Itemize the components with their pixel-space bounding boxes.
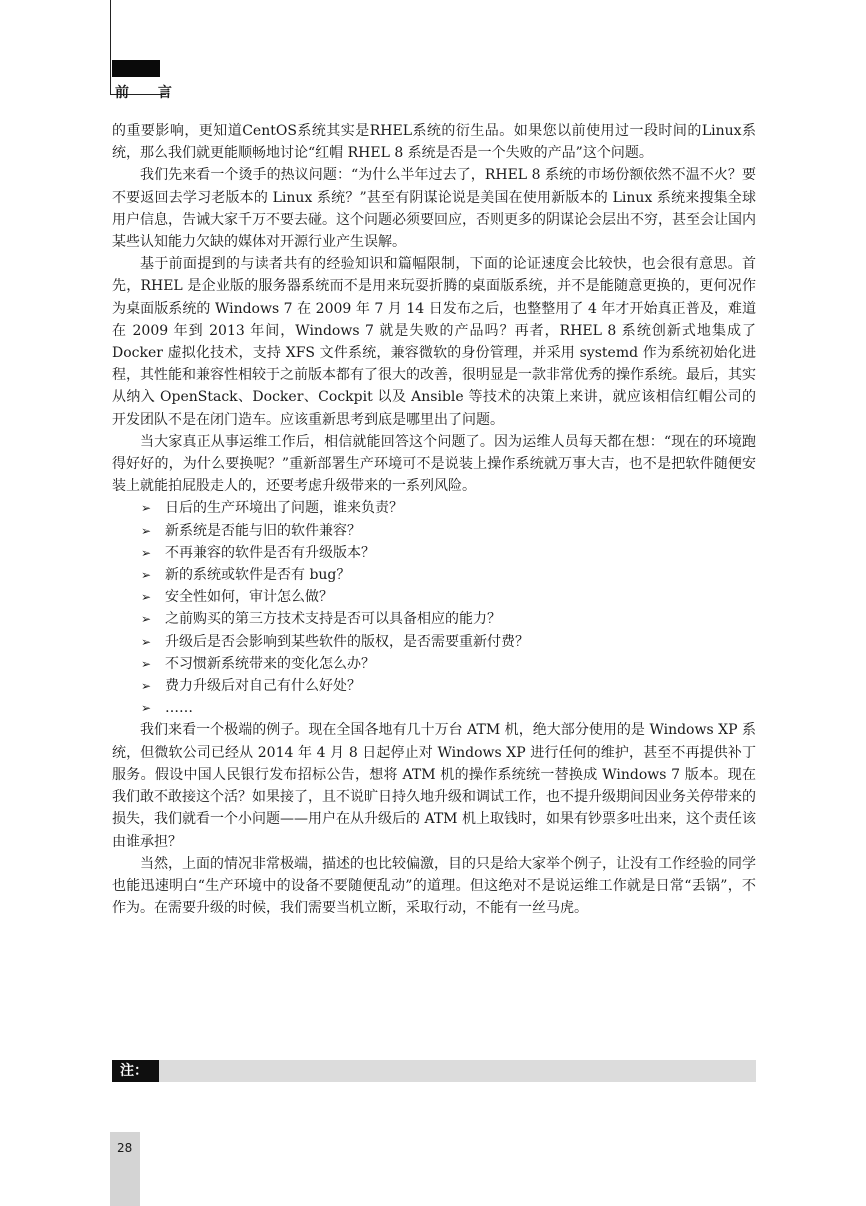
arrow-bullet-icon: ➢: [141, 568, 152, 583]
header-black-tab: [112, 60, 160, 77]
arrow-bullet-icon: ➢: [141, 523, 152, 538]
page-number: 28: [117, 1141, 133, 1155]
list-item: ➢ ……: [112, 697, 756, 719]
list-item: ➢ 升级后是否会影响到某些软件的版权，是否需要重新付费？: [112, 631, 756, 653]
arrow-bullet-icon: ➢: [141, 701, 152, 716]
header-vertical-rule: [110, 0, 111, 94]
paragraph: 我们来看一个极端的例子。现在全国各地有几十万台 ATM 机，绝大部分使用的是 Windows XP 系统，但微软公司已经从 2014 年 4 月 8 日起停止对 Windows XP 进行任何的维护，甚至不再提供补丁服务。假设中国人民银行发布招标公告，想将 ATM 机的操作系统统一替换成 Windows 7 版本。现在我们敢不敢接这个活？如果接了，且不说旷日持久地升级和调试工作，也不提升级期间因业务关停带来的损失，我们就看一个小问题——用户在从升级后的 ATM 机上取钱时，如果有钞票多吐出来，这个责任该由谁承担？: [112, 722, 756, 850]
list-item: ➢ 新系统是否能与旧的软件兼容？: [112, 520, 756, 542]
list-item: ➢ 日后的生产环境出了问题，谁来负责？: [112, 497, 756, 519]
list-item: ➢ 不再兼容的软件是否有升级版本？: [112, 542, 756, 564]
paragraph: 基于前面提到的与读者共有的经验知识和篇幅限制，下面的论证速度会比较快，也会很有意思。首先，RHEL 是企业版的服务器系统而不是用来玩耍折腾的桌面版系统，并不是能随意更换的，更何况作为桌面版系统的 Windows 7 在 2009 年 7 月 14 日发布之后，也整整用了 4 年才开始真正普及，难道在 2009 年到 2013 年间，Windows 7 就是失败的产品吗？再者，RHEL 8 系统创新式地集成了 Docker 虚拟化技术，支持 XFS 文件系统，兼容微软的身份管理，并采用 systemd 作为系统初始化进程，其性能和兼容性相较于之前版本都有了很大的改善，很明显是一款非常优秀的操作系统。最后，其实从纳入 OpenStack、Docker、Cockpit 以及 Ansible 等技术的决策上来讲，就应该相信红帽公司的开发团队不是在闭门造车。应该重新思考到底是哪里出了问题。: [112, 256, 756, 428]
paragraph: 的重要影响，更知道CentOS系统其实是RHEL系统的衍生品。如果您以前使用过一段时间的Linux系统，那么我们就更能顺畅地讨论“红帽 RHEL 8 系统是否是一个失败的产品”这个问题。: [112, 123, 756, 162]
list-item: ➢ 之前购买的第三方技术支持是否可以具备相应的能力？: [112, 608, 756, 630]
arrow-bullet-icon: ➢: [141, 612, 152, 627]
arrow-bullet-icon: ➢: [141, 634, 152, 649]
list-item: ➢ 新的系统或软件是否有 bug？: [112, 564, 756, 586]
arrow-bullet-icon: ➢: [141, 501, 152, 516]
list-item: ➢ 费力升级后对自己有什么好处？: [112, 675, 756, 697]
note-bar: [112, 1060, 756, 1082]
arrow-bullet-icon: ➢: [141, 656, 152, 671]
page-body: [112, 120, 756, 919]
paragraph: 当大家真正从事运维工作后，相信就能回答这个问题了。因为运维人员每天都在想：“现在的环境跑得好好的，为什么要换呢？”重新部署生产环境可不是说装上操作系统就万事大吉，也不是把软件随便安装上就能拍屁股走人的，还要考虑升级带来的一系列风险。: [112, 433, 756, 495]
arrow-bullet-icon: ➢: [141, 679, 152, 694]
paragraph: 当然，上面的情况非常极端，描述的也比较偏激，目的只是给大家举个例子，让没有工作经验的同学也能迅速明白“生产环境中的设备不要随便乱动”的道理。但这绝对不是说运维工作就是日常“丢锅”，不作为。在需要升级的时候，我们需要当机立断，采取行动，不能有一丝马虎。: [112, 855, 756, 917]
risk-list: [112, 497, 756, 719]
note-label: 注：: [112, 1060, 159, 1082]
paragraph: 我们先来看一个烫手的热议问题：“为什么半年过去了，RHEL 8 系统的市场份额依然不温不火？要不要返回去学习老版本的 Linux 系统？”甚至有阴谋论说是美国在使用新版本的 Linux 系统来搜集全球用户信息，告诫大家千万不要去碰。这个问题必须要回应，否则更多的阴谋论会层出不穷，甚至会让国内某些认知能力欠缺的媒体对开源行业产生误解。: [112, 167, 756, 251]
chapter-title: 前 言: [115, 85, 184, 101]
arrow-bullet-icon: ➢: [141, 590, 152, 605]
arrow-bullet-icon: ➢: [141, 545, 152, 560]
list-item: ➢ 安全性如何，审计怎么做？: [112, 586, 756, 608]
list-item: ➢ 不习惯新系统带来的变化怎么办？: [112, 653, 756, 675]
